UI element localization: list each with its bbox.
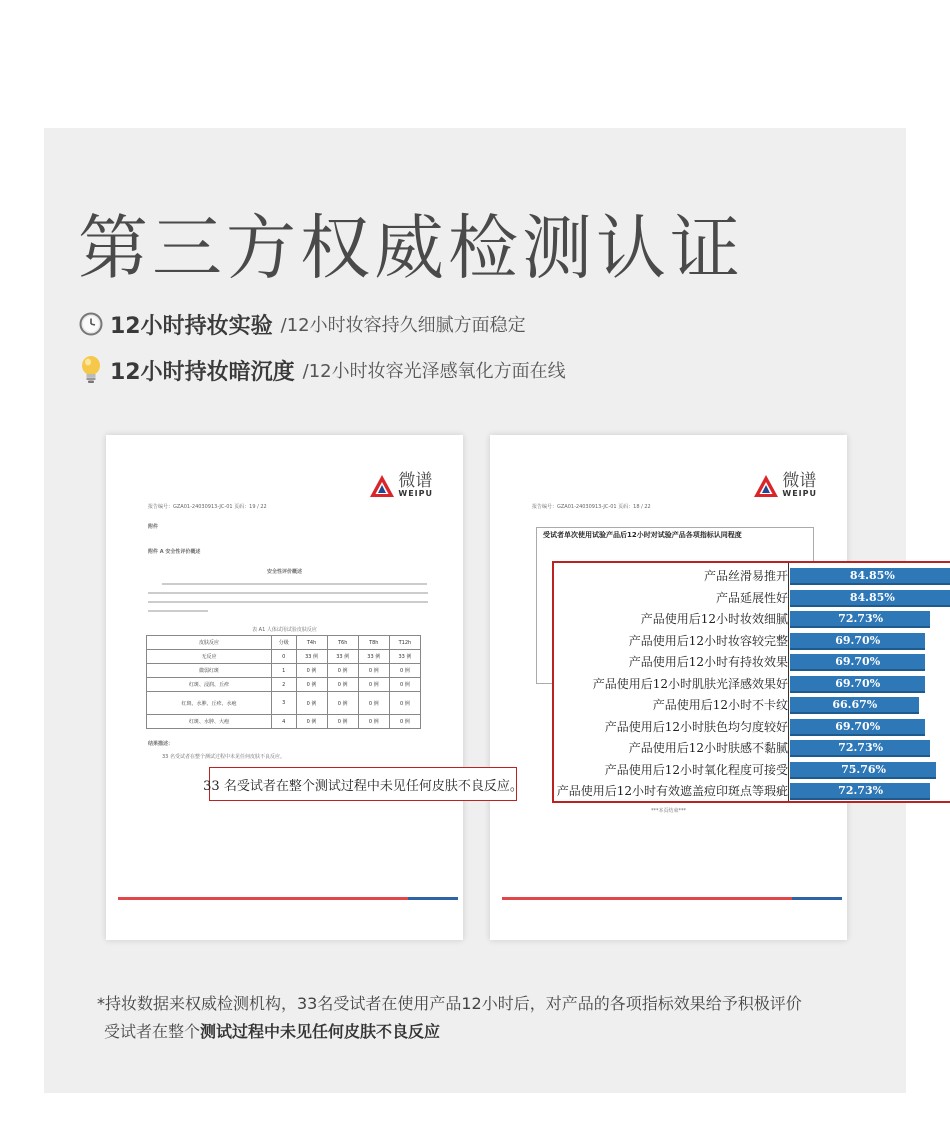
page-end-note: ***本页结束*** <box>650 808 686 814</box>
chart-value-label: 75.76% <box>841 762 886 776</box>
chart-category-label: 产品使用后12小时肤色均匀度较好 <box>604 719 788 734</box>
chart-value-label: 72.73% <box>838 784 884 797</box>
chart-category-label: 产品使用后12小时肤感不黏腻 <box>628 741 788 755</box>
table-row: 无反应 0 33 例 33 例 33 例 33 例 <box>147 650 421 664</box>
chart-value-label: 66.67% <box>832 698 878 711</box>
table-caption: 表 A1 人体试用试验皮肤反应 <box>252 627 317 633</box>
footnote-prefix: 受试者在整个 <box>104 1022 201 1041</box>
chart-value-label: 72.73% <box>838 741 884 754</box>
attachment-a-heading: 附件 A 安全性评价概述 <box>148 549 201 555</box>
report-number: 报告编号：GZA01-24030913-JC-01 页码：18 / 22 <box>532 504 651 510</box>
chart-row <box>554 608 950 629</box>
chart-category-label: 产品使用后12小时氧化程度可接受 <box>604 762 788 777</box>
chart-category-label: 产品使用后12小时不卡纹 <box>652 698 788 712</box>
footer-line-blue <box>792 897 842 900</box>
chart-row <box>554 651 950 672</box>
footnote-emphasis: 测试过程中未见任何皮肤不良反应 <box>200 1022 441 1041</box>
chart-category-label: 产品丝滑易推开 <box>703 569 788 583</box>
footer-line-red <box>118 897 408 900</box>
weipu-logo <box>370 473 433 498</box>
chart-category-label: 产品延展性好 <box>715 590 788 605</box>
logo-subtext: WEIPU <box>782 489 817 498</box>
report-number: 报告编号：GZA01-24030913-JC-01 页码：19 / 22 <box>148 504 267 510</box>
logo-subtext: WEIPU <box>398 489 433 498</box>
chart-category-label: 产品使用后12小时有效遮盖痘印斑点等瑕疵 <box>556 784 788 798</box>
feature-subtitle: /12小时妆容持久细腻方面稳定 <box>280 315 526 336</box>
chart-row <box>554 694 950 715</box>
report-page-left <box>106 435 463 940</box>
chart-row <box>554 673 950 694</box>
footnote-line-2 <box>104 1019 440 1042</box>
chart-category-label: 产品使用后12小时妆效细腻 <box>640 612 788 626</box>
chart-category-label: 产品使用后12小时妆容较完整 <box>628 633 788 648</box>
feature-title: 12小时持妆实验 <box>110 313 273 339</box>
footer-line-red <box>502 897 792 900</box>
chart-row <box>554 759 950 780</box>
weipu-logo <box>754 473 817 498</box>
conclusion-label: 结果描述： <box>148 741 174 747</box>
footer-line-blue <box>408 897 458 900</box>
feature-row-1 <box>78 308 526 340</box>
no-adverse-reaction-callout: 33 名受试者在整个测试过程中未见任何皮肤不良反应。 <box>209 767 517 801</box>
chart-row <box>554 630 950 651</box>
chart-value-label: 69.70% <box>835 676 881 690</box>
chart-title: 受试者单次使用试验产品后12小时对试验产品各项指标认同程度 <box>543 531 742 539</box>
chart-value-label: 69.70% <box>835 655 881 668</box>
feature-title: 12小时持妆暗沉度 <box>110 359 295 385</box>
feature-row-2 <box>78 354 566 386</box>
conclusion-text: 33 名受试者在整个测试过程中未见任何皮肤不良反应。 <box>162 754 285 760</box>
chart-row <box>554 716 950 737</box>
lightbulb-icon <box>78 357 104 383</box>
table-row: 红斑、浸润、丘疹 2 0 例 0 例 0 例 0 例 <box>147 678 421 692</box>
feature-subtitle: /12小时妆容光泽感氧化方面在线 <box>302 361 566 382</box>
skin-reaction-table <box>146 635 421 729</box>
logo-text: 微谱 <box>782 471 817 491</box>
logo-text: 微谱 <box>398 471 433 491</box>
footnote-line-1: *持妆数据来权威检测机构，33名受试者在使用产品12小时后，对产品的各项指标效果给予积极评价 <box>97 994 802 1013</box>
chart-value-label: 72.73% <box>838 612 884 625</box>
table-row: 微弱红斑 1 0 例 0 例 0 例 0 例 <box>147 664 421 678</box>
chart-row <box>554 737 950 758</box>
chart-row <box>554 565 950 586</box>
chart-value-label: 84.85% <box>849 590 895 604</box>
clock-icon <box>78 311 104 337</box>
chart-row <box>554 780 950 801</box>
logo-mark-icon <box>370 475 394 497</box>
logo-mark-icon <box>754 475 778 497</box>
table-header-row: 皮肤反应 分级 T4h T6h T8h T12h <box>147 636 421 650</box>
table-row: 红斑、水肿、大疱 4 0 例 0 例 0 例 0 例 <box>147 715 421 729</box>
page-title: 第三方权威检测认证 <box>78 207 744 289</box>
chart-row <box>554 587 950 608</box>
chart-value-label: 69.70% <box>835 719 881 733</box>
attachment-label: 附件 <box>148 524 159 530</box>
chart-value-label: 84.85% <box>849 569 895 582</box>
chart-value-label: 69.70% <box>835 633 881 647</box>
indicator-bar-chart <box>552 561 950 803</box>
section-title: 安全性评价概述 <box>266 569 302 575</box>
table-row: 红斑、水肿、丘疹、水疱 3 0 例 0 例 0 例 0 例 <box>147 692 421 715</box>
chart-category-label: 产品使用后12小时有持妆效果 <box>628 655 788 669</box>
chart-category-label: 产品使用后12小时肌肤光泽感效果好 <box>592 676 788 691</box>
